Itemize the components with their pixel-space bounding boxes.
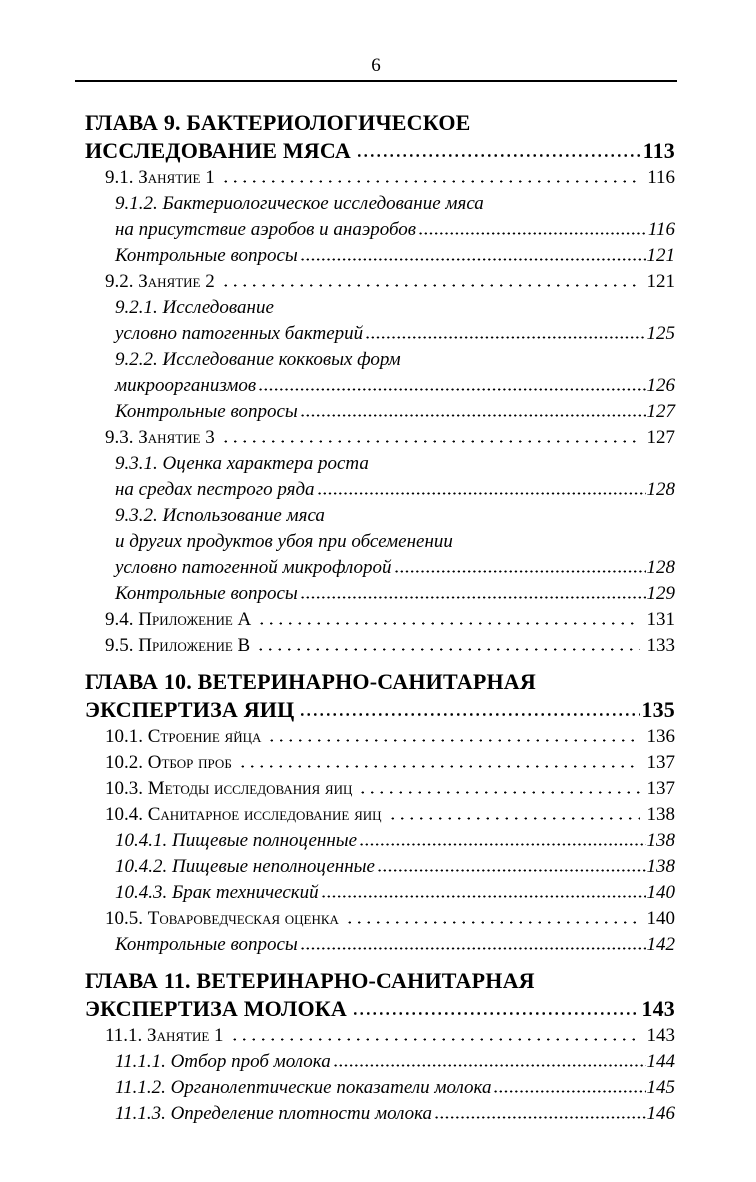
toc-row [85,1075,675,1101]
toc-page-number: 133 [646,635,675,656]
toc-row [85,932,675,958]
toc-entry-text: Контрольные вопросы [115,245,298,266]
dot-leader [300,932,646,958]
toc-entry-text: 9.2.2. Исследование кокковых форм [115,349,401,370]
toc-page-number: 121 [646,271,675,292]
toc-entry-text: условно патогенных бактерий [115,323,364,344]
toc-page-number: 129 [646,583,675,604]
toc-entry-text: 11.1. Занятие 1 [105,1025,224,1046]
dot-leader [434,1101,645,1127]
toc-entry-text: ГЛАВА 10. ВЕТЕРИНАРНО-САНИТАРНАЯ [85,669,536,694]
toc-row [85,425,675,451]
toc-page-number: 144 [646,1051,675,1072]
toc-row [85,906,675,932]
dot-leader [388,802,640,828]
dot-leader [365,321,645,347]
toc-page-number: 140 [646,882,675,903]
dot-leader [345,906,640,932]
toc-row [85,880,675,906]
toc-row [85,347,675,373]
toc-row [85,529,675,555]
toc-page-number: 140 [646,908,675,929]
toc-entry-text: Контрольные вопросы [115,583,298,604]
toc-page-number: 128 [646,479,675,500]
toc-entry-text: ЭКСПЕРТИЗА ЯИЦ [85,697,295,722]
toc-entry-text: 10.2. Отбор проб [105,752,232,773]
dot-leader [258,373,645,399]
toc-entry-text: ЭКСПЕРТИЗА МОЛОКА [85,996,348,1021]
dot-leader [300,581,646,607]
toc-entry-text: 10.5. Товароведческая оценка [105,908,339,929]
toc-entry-text: ГЛАВА 9. БАКТЕРИОЛОГИЧЕСКОЕ [85,110,471,135]
dot-leader [267,724,639,750]
dot-leader [321,880,646,906]
toc-entry-text: 10.1. Строение яйца [105,726,262,747]
toc-row [85,776,675,802]
toc-entry-text: 11.1.3. Определение плотности молока [115,1103,433,1124]
dot-leader [300,399,646,425]
toc-entry-text: 10.4.3. Брак технический [115,882,319,903]
page-header [75,54,677,82]
dot-leader [358,776,639,802]
toc-row [85,217,675,243]
dot-leader [256,633,639,659]
toc-page-number: 127 [646,427,675,448]
dot-leader [317,477,646,503]
toc-entry-text: и других продуктов убоя при обсеменении [115,531,453,552]
toc-entry-text: 11.1.1. Отбор проб молока [115,1051,331,1072]
toc-entry-text: ГЛАВА 11. ВЕТЕРИНАРНО-САНИТАРНАЯ [85,968,535,993]
toc-row [85,802,675,828]
toc-entry-text: микроорганизмов [115,375,257,396]
toc-entry-text: на средах пестрого ряда [115,479,315,500]
table-of-contents [85,109,675,1127]
toc-entry-text: 10.4.2. Пищевые неполноценные [115,856,375,877]
toc-page-number: 142 [646,934,675,955]
dot-leader [359,828,645,854]
toc-entry-text: 11.1.2. Органолептические показатели молока [115,1077,492,1098]
folio-page-number: 6 [371,55,381,76]
toc-entry-text: 10.4.1. Пищевые полноценные [115,830,358,851]
toc-entry-text: 9.1. Занятие 1 [105,167,215,188]
toc-entry-text: 9.2.1. Исследование [115,297,274,318]
toc-page-number: 136 [646,726,675,747]
toc-row [85,373,675,399]
toc-row [85,321,675,347]
toc-entry-text: 9.3.2. Использование мяса [115,505,325,526]
toc-entry-text: Контрольные вопросы [115,401,298,422]
toc-row [85,451,675,477]
toc-row [85,854,675,880]
toc-row [85,165,675,191]
toc-entry-text: 9.2. Занятие 2 [105,271,215,292]
toc-page-number: 145 [646,1077,675,1098]
toc-page-number: 116 [647,219,675,240]
toc-row [85,724,675,750]
toc-entry-text: 10.3. Методы исследования яиц [105,778,353,799]
toc-entry-text: 9.3.1. Оценка характера роста [115,453,369,474]
toc-row [85,607,675,633]
dot-leader [221,269,640,295]
toc-row [85,995,675,1023]
dot-leader [299,696,640,724]
toc-page-number: 126 [646,375,675,396]
dot-leader [418,217,647,243]
toc-row [85,191,675,217]
toc-row [85,1023,675,1049]
dot-leader [493,1075,645,1101]
toc-row [85,137,675,165]
toc-page-number: 116 [647,167,675,188]
toc-row [85,750,675,776]
dot-leader [257,607,639,633]
toc-row [85,696,675,724]
toc-row [85,967,675,995]
dot-leader [230,1023,640,1049]
toc-row [85,243,675,269]
toc-row [85,399,675,425]
dot-leader [333,1049,646,1075]
toc-row [85,581,675,607]
dot-leader [300,243,646,269]
toc-page-number: 143 [641,996,675,1021]
toc-entry-text: 10.4. Санитарное исследование яиц [105,804,382,825]
toc-page-number: 121 [646,245,675,266]
toc-page-number: 146 [646,1103,675,1124]
toc-page-number: 138 [646,830,675,851]
toc-entry-text: Контрольные вопросы [115,934,298,955]
toc-page-number: 135 [641,697,675,722]
toc-row [85,555,675,581]
toc-page-number: 137 [646,778,675,799]
toc-row [85,1101,675,1127]
toc-entry-text: условно патогенной микрофлорой [115,557,392,578]
toc-page-number: 113 [642,138,675,163]
toc-row [85,477,675,503]
toc-entry-text: 9.1.2. Бактериологическое исследование мяса [115,193,484,214]
toc-page-number: 125 [646,323,675,344]
toc-row [85,633,675,659]
toc-row [85,668,675,696]
toc-page-number: 128 [646,557,675,578]
toc-entry-text: 9.5. Приложение В [105,635,251,656]
dot-leader [221,425,640,451]
toc-row [85,295,675,321]
toc-page-number: 143 [646,1025,675,1046]
toc-row [85,828,675,854]
dot-leader [352,995,640,1023]
toc-row [85,269,675,295]
dot-leader [377,854,646,880]
toc-entry-text: на присутствие аэробов и анаэробов [115,219,417,240]
toc-row [85,1049,675,1075]
toc-page-number: 131 [646,609,675,630]
dot-leader [356,137,642,165]
toc-page-number: 138 [646,804,675,825]
toc-entry-text: 9.4. Приложение А [105,609,252,630]
toc-entry-text: 9.3. Занятие 3 [105,427,215,448]
toc-page-number: 137 [646,752,675,773]
toc-entry-text: ИССЛЕДОВАНИЕ МЯСА [85,138,351,163]
dot-leader [238,750,640,776]
dot-leader [394,555,646,581]
toc-row [85,503,675,529]
toc-page-number: 138 [646,856,675,877]
toc-row [85,109,675,137]
toc-page-number: 127 [646,401,675,422]
dot-leader [221,165,640,191]
